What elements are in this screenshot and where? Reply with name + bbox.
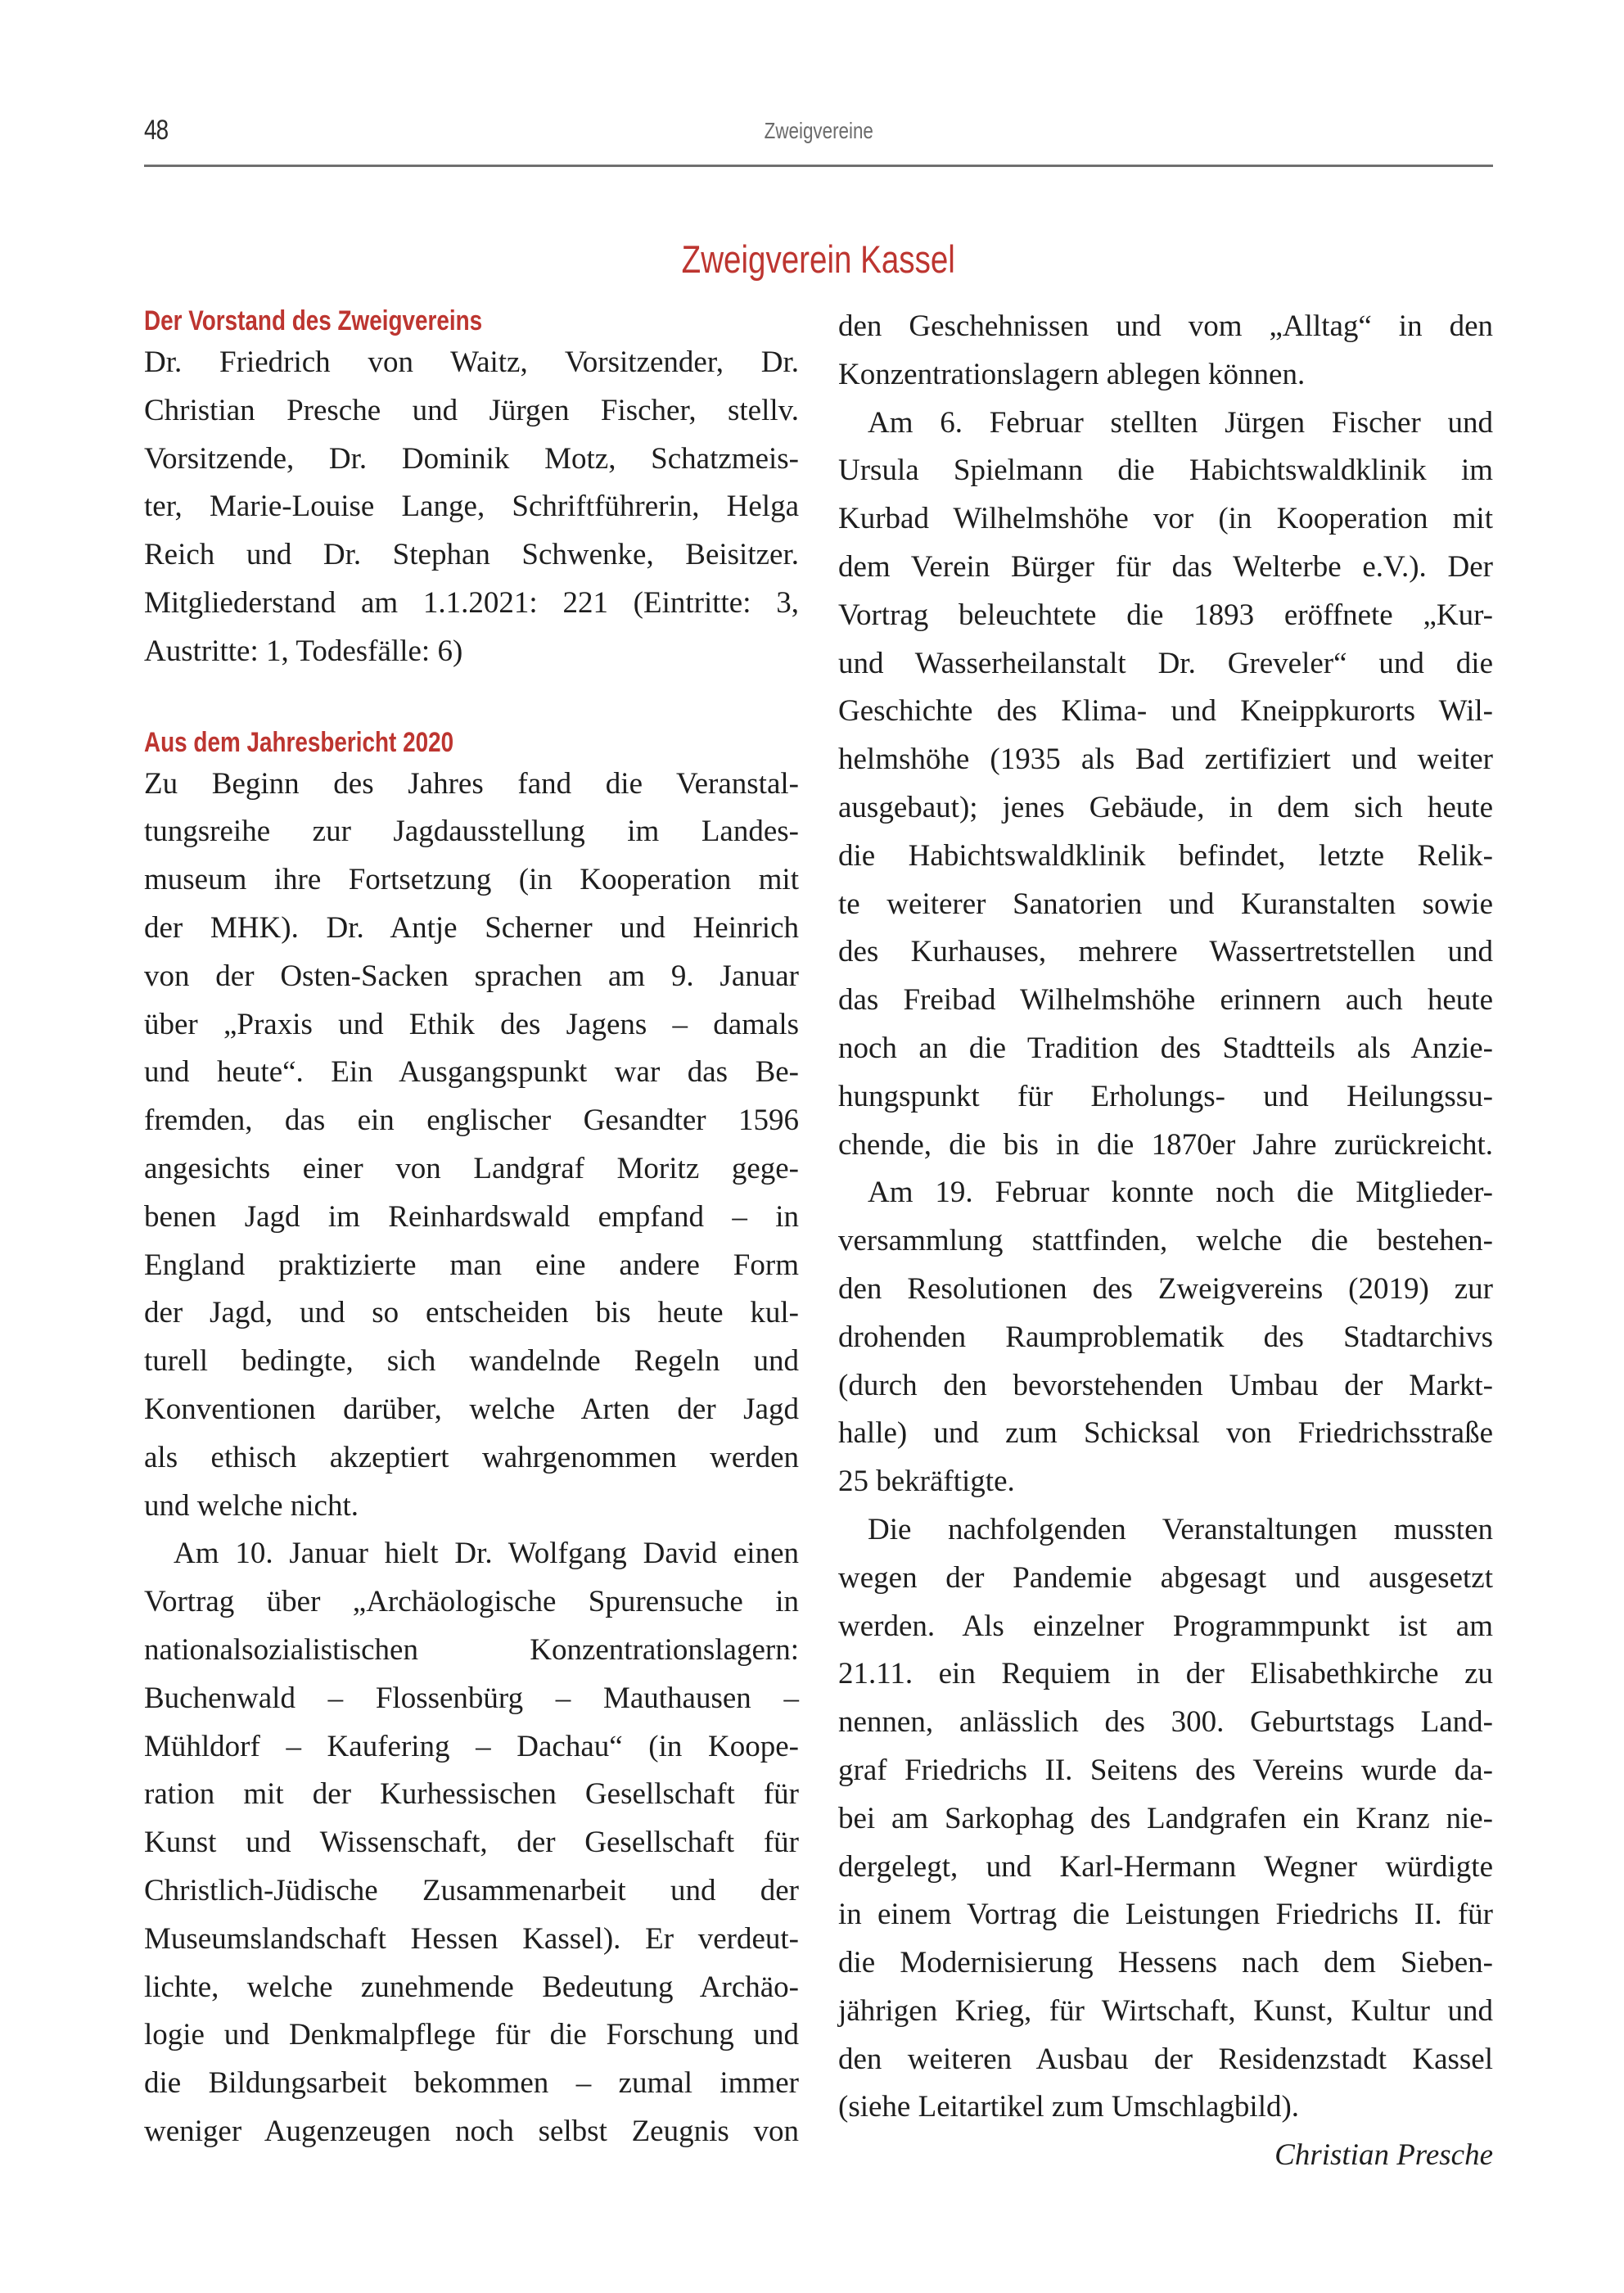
text-line: helmshöhe (1935 als Bad zertifiziert und weiter	[838, 743, 1493, 777]
text-line: jährigen Krieg, für Wirtschaft, Kunst, Kultur und	[838, 1993, 1493, 2028]
text-line: museum ihre Fortsetzung (in Kooperation mit	[144, 863, 799, 897]
text-line: Austritte: 1, Todesfälle: 6)	[144, 634, 463, 668]
text-line: Am 6. Februar stellten Jürgen Fischer und	[868, 405, 1493, 440]
text-line: angesichts einer von Landgraf Moritz gege-	[144, 1151, 799, 1185]
text-line: den Resolutionen des Zweigvereins (2019) zur	[838, 1271, 1493, 1306]
text-line: über „Praxis und Ethik des Jagens – damals	[144, 1007, 799, 1041]
text-line: nennen, anlässlich des 300. Geburtstags Land-	[838, 1705, 1493, 1740]
text-line: den Geschehnissen und vom „Alltag“ in den	[838, 309, 1493, 343]
page-number: 48	[144, 115, 169, 146]
report-paragraph-4	[838, 1169, 1493, 1506]
author-signature: Christian Presche	[1274, 2138, 1493, 2173]
text-line: und welche nicht.	[144, 1488, 359, 1523]
text-line: Zu Beginn des Jahres fand die Veranstal-	[144, 766, 799, 801]
text-line: den weiteren Ausbau der Residenzstadt Kassel	[838, 2042, 1493, 2076]
text-line: 21.11. ein Requiem in der Elisabethkirche zu	[838, 1657, 1493, 1691]
text-line: Buchenwald – Flossenbürg – Mauthausen –	[144, 1681, 799, 1715]
text-line: Kunst und Wissenschaft, der Gesellschaft für	[144, 1826, 799, 1860]
text-line: Vortrag über „Archäologische Spurensuche in	[144, 1585, 799, 1619]
text-line: Christian Presche und Jürgen Fischer, stellv.	[144, 393, 799, 427]
report-paragraph-2-continued	[838, 303, 1493, 399]
text-line: Christlich-Jüdische Zusammenarbeit und der	[144, 1873, 799, 1907]
text-line: Mitgliederstand am 1.1.2021: 221 (Eintritte: 3,	[144, 585, 799, 620]
text-line: Kurbad Wilhelmshöhe vor (in Kooperation mit	[838, 502, 1493, 536]
text-line: Mühldorf – Kaufering – Dachau“ (in Koope-	[144, 1729, 799, 1763]
text-line: (durch den bevorstehenden Umbau der Markt-	[838, 1368, 1493, 1402]
text-line: die Modernisierung Hessens nach dem Sieben-	[838, 1946, 1493, 1980]
board-paragraph	[144, 339, 799, 676]
paragraph-gap	[144, 676, 799, 724]
text-line: Museumslandschaft Hessen Kassel). Er verdeut-	[144, 1921, 799, 1956]
text-line: drohenden Raumproblematik des Stadtarchivs	[838, 1320, 1493, 1354]
text-line: ter, Marie-Louise Lange, Schriftführerin, Helga	[144, 490, 799, 524]
text-line: wegen der Pandemie abgesagt und ausgesetzt	[838, 1560, 1493, 1595]
report-paragraph-5	[838, 1506, 1493, 2132]
text-line: noch an die Tradition des Stadtteils als Anzie-	[838, 1031, 1493, 1065]
text-line: tungsreihe zur Jagdausstellung im Landes-	[144, 815, 799, 849]
text-line: versammlung stattfinden, welche die bestehen-	[838, 1224, 1493, 1258]
text-line: bei am Sarkophag des Landgrafen ein Kranz nie-	[838, 1801, 1493, 1835]
text-line: weniger Augenzeugen noch selbst Zeugnis von	[144, 2114, 799, 2148]
text-line: der Jagd, und so entscheiden bis heute kul-	[144, 1296, 799, 1330]
text-line: logie und Denkmalpflege für die Forschung und	[144, 2018, 799, 2052]
board-heading-text: Der Vorstand des Zweigvereins	[144, 305, 483, 336]
text-line: ausgebaut); jenes Gebäude, in dem sich heute	[838, 790, 1493, 824]
text-line: halle) und zum Schicksal von Friedrichsstraße	[838, 1416, 1493, 1451]
report-heading-text: Aus dem Jahresbericht 2020	[144, 726, 454, 758]
report-paragraph-1	[144, 761, 799, 1531]
text-line: die Habichtswaldklinik befindet, letzte Relik-	[838, 838, 1493, 873]
text-line: der MHK). Dr. Antje Scherner und Heinrich	[144, 910, 799, 945]
text-line: des Kurhauses, mehrere Wassertretstellen und	[838, 935, 1493, 969]
text-line: hungspunkt für Erholungs- und Heilungssu-	[838, 1079, 1493, 1113]
report-paragraph-3	[838, 399, 1493, 1170]
text-line: dergelegt, und Karl-Hermann Wegner würdigte	[838, 1849, 1493, 1884]
text-line: Geschichte des Klima- und Kneippkurorts Wil-	[838, 694, 1493, 729]
text-line: das Freibad Wilhelmshöhe erinnern auch heute	[838, 983, 1493, 1018]
text-line: Konventionen darüber, welche Arten der Jagd	[144, 1392, 799, 1426]
text-line: (siehe Leitartikel zum Umschlagbild).	[838, 2090, 1300, 2124]
header-rule	[144, 165, 1493, 167]
text-line: lichte, welche zunehmende Bedeutung Archäo-	[144, 1970, 799, 2004]
text-line: Reich und Dr. Stephan Schwenke, Beisitzer.	[144, 538, 799, 572]
text-line: werden. Als einzelner Programmpunkt ist am	[838, 1609, 1493, 1643]
text-line: ration mit der Kurhessischen Gesellschaft für	[144, 1777, 799, 1812]
right-column	[838, 303, 1493, 2180]
text-line: turell bedingte, sich wandelnde Regeln und	[144, 1344, 799, 1379]
text-line: Die nachfolgenden Veranstaltungen mussten	[868, 1512, 1493, 1546]
text-line: Konzentrationslagern ablegen können.	[838, 357, 1306, 391]
left-column	[144, 303, 799, 2156]
text-line: von der Osten-Sacken sprachen am 9. Januar	[144, 959, 799, 993]
text-line: in einem Vortrag die Leistungen Friedrichs II. für	[838, 1898, 1493, 1932]
text-line: Am 10. Januar hielt Dr. Wolfgang David einen	[174, 1537, 799, 1571]
text-line: und heute“. Ein Ausgangspunkt war das Be-	[144, 1055, 799, 1090]
report-heading	[144, 724, 799, 761]
article-title-text: Zweigverein Kassel	[681, 237, 956, 282]
text-line: graf Friedrichs II. Seitens des Vereins wurde da-	[838, 1753, 1493, 1787]
board-heading	[144, 303, 799, 339]
running-head	[144, 115, 1493, 151]
text-line: die Bildungsarbeit bekommen – zumal immer	[144, 2066, 799, 2101]
report-paragraph-2	[144, 1530, 799, 2155]
text-line: als ethisch akzeptiert wahrgenommen werden	[144, 1440, 799, 1474]
text-line: nationalsozialistischen Konzentrationslagern:	[144, 1632, 799, 1667]
text-line: 25 bekräftigte.	[838, 1465, 1015, 1499]
section-label	[144, 118, 1493, 144]
text-line: Dr. Friedrich von Waitz, Vorsitzender, Dr.	[144, 345, 799, 379]
text-line: Am 19. Februar konnte noch die Mitglieder-	[868, 1176, 1493, 1210]
text-line: te weiterer Sanatorien und Kuranstalten sowie	[838, 887, 1493, 921]
section-label-text: Zweigvereine	[764, 118, 873, 143]
text-line: Ursula Spielmann die Habichtswaldklinik im	[838, 454, 1493, 488]
text-line: dem Verein Bürger für das Welterbe e.V.). Der	[838, 549, 1493, 584]
text-line: chende, die bis in die 1870er Jahre zurückreicht.	[838, 1127, 1493, 1162]
text-line: und Wasserheilanstalt Dr. Greveler“ und die	[838, 646, 1493, 680]
article-title	[144, 237, 1493, 282]
text-line: fremden, das ein englischer Gesandter 1596	[144, 1104, 799, 1138]
text-line: England praktizierte man eine andere Form	[144, 1248, 799, 1282]
text-line: benen Jagd im Reinhardswald empfand – in	[144, 1199, 799, 1234]
text-line: Vortrag beleuchtete die 1893 eröffnete „Kur-	[838, 598, 1493, 632]
text-line: Vorsitzende, Dr. Dominik Motz, Schatzmeis-	[144, 441, 799, 476]
